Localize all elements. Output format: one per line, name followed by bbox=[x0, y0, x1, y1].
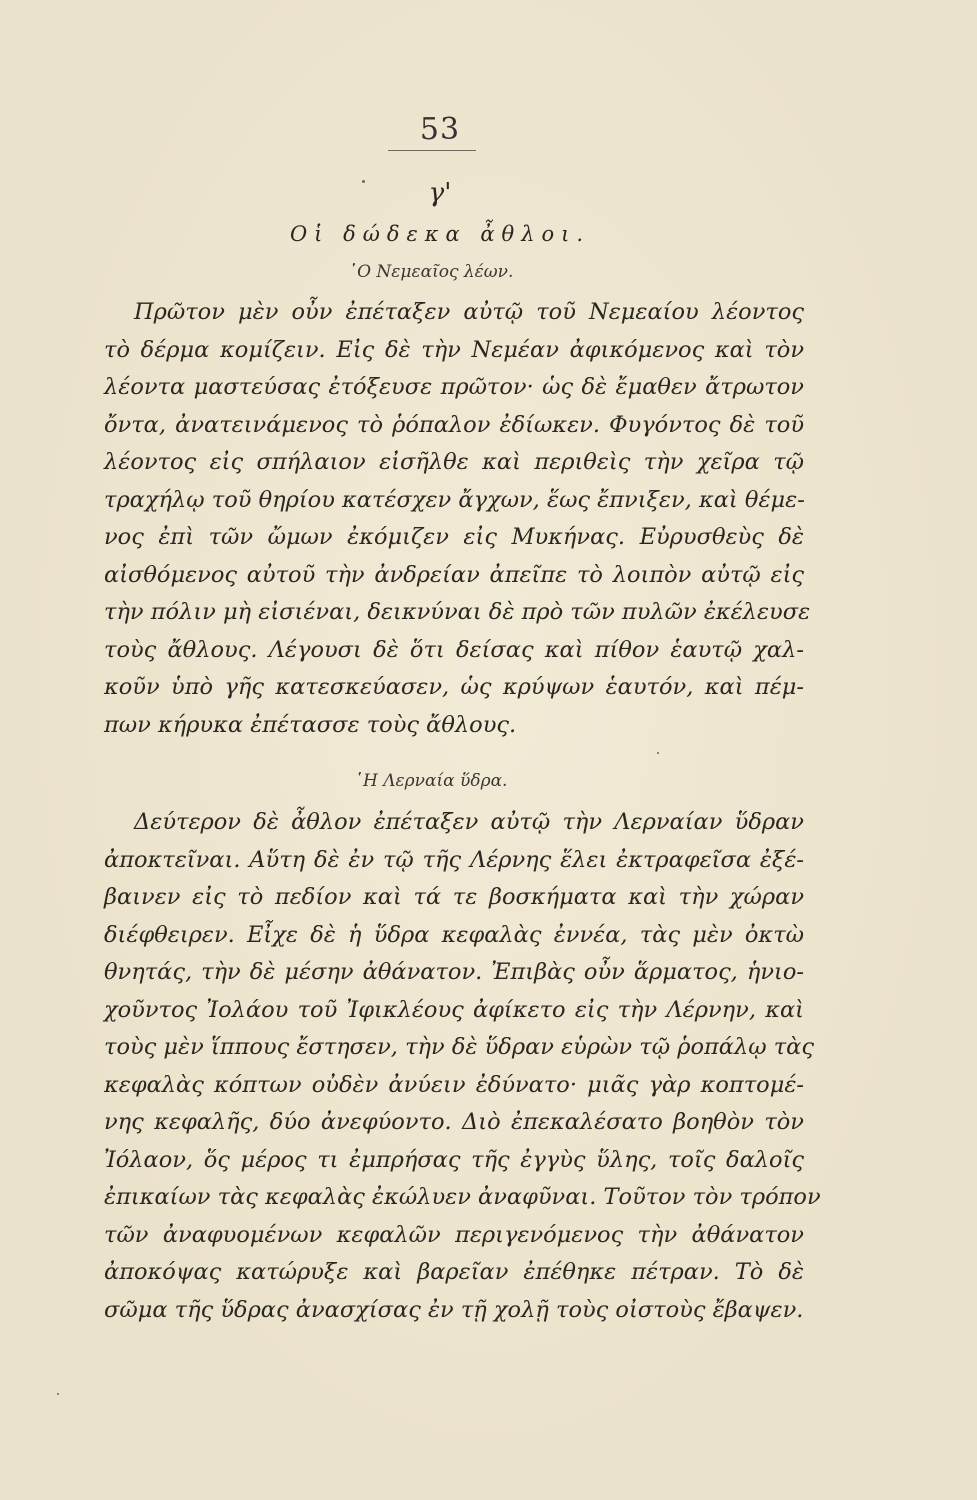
subtitle-nemean-lion: ῾Ο Νεμεαῖος λέων. bbox=[348, 262, 514, 282]
text-line: τοὺς ἄθλους. Λέγουσι δὲ ὅτι δείσας καὶ πίθον ἑαυτῷ χαλ- bbox=[104, 636, 804, 663]
section-numeral: γ' bbox=[428, 178, 452, 208]
text-line: χοῦντος Ἰολάου τοῦ Ἰφικλέους ἀφίκετο εἰς τὴν Λέρνην, καὶ bbox=[104, 996, 804, 1023]
text-line: ὄντα, ἀνατεινάμενος τὸ ῥόπαλον ἐδίωκεν. Φυγόντος δὲ τοῦ bbox=[104, 411, 804, 438]
text-line: πων κήρυκα ἐπέτασσε τοὺς ἄθλους. bbox=[104, 711, 517, 738]
text-line: αἰσθόμενος αὐτοῦ τὴν ἀνδρείαν ἀπεῖπε τὸ λοιπὸν αὐτῷ εἰς bbox=[104, 561, 804, 588]
text-line: Πρῶτον μὲν οὖν ἐπέταξεν αὐτῷ τοῦ Νεμεαίου λέοντος bbox=[134, 299, 804, 325]
text-line: λέοντα μαστεύσας ἐτόξευσε πρῶτον· ὡς δὲ ἔμαθεν ἄτρωτον bbox=[104, 374, 804, 400]
text-line: κεφαλὰς κόπτων οὐδὲν ἀνύειν ἐδύνατο· μιᾶς γὰρ κοπτομέ- bbox=[104, 1071, 804, 1098]
text-line: Ἰόλαον, ὅς μέρος τι ἐμπρήσας τῆς ἐγγὺς ὕλης, τοῖς δαλοῖς bbox=[104, 1146, 804, 1173]
text-line: βαινεν εἰς τὸ πεδίον καὶ τά τε βοσκήματα καὶ τὴν χώραν bbox=[104, 884, 804, 910]
text-line: λέοντος εἰς σπήλαιον εἰσῆλθε καὶ περιθεὶς τὴν χεῖρα τῷ bbox=[104, 449, 804, 475]
text-line: ἀποκόψας κατώρυξε καὶ βαρεῖαν ἐπέθηκε πέτραν. Τὸ δὲ bbox=[104, 1259, 804, 1285]
text-line: ἀποκτεῖναι. Αὕτη δὲ ἐν τῷ τῆς Λέρνης ἕλει ἐκτραφεῖσα ἐξέ- bbox=[104, 846, 804, 873]
text-line: κοῦν ὑπὸ γῆς κατεσκεύασεν, ὡς κρύψων ἑαυτόν, καὶ πέμ- bbox=[104, 674, 804, 700]
text-line: διέφθειρεν. Εἶχε δὲ ἡ ὕδρα κεφαλὰς ἐννέα, τὰς μὲν ὀκτὼ bbox=[104, 921, 804, 948]
paper-speck bbox=[57, 1393, 59, 1395]
text-line: νης κεφαλῆς, δύο ἀνεφύοντο. Διὸ ἐπεκαλέσατο βοηθὸν τὸν bbox=[104, 1109, 804, 1135]
text-line: σῶμα τῆς ὕδρας ἀνασχίσας ἐν τῇ χολῇ τοὺς οἰστοὺς ἔβαψεν. bbox=[104, 1296, 804, 1323]
text-line: τὴν πόλιν μὴ εἰσιέναι, δεικνύναι δὲ πρὸ τῶν πυλῶν ἐκέλευσε bbox=[104, 599, 811, 625]
paragraph-lernaean-hydra bbox=[104, 804, 821, 1329]
paper-speck bbox=[657, 752, 659, 754]
paragraph-nemean-lion bbox=[104, 294, 811, 744]
chapter-title: Οἱ δώδεκα ἆθλοι. bbox=[289, 222, 591, 246]
paper-speck bbox=[362, 180, 365, 183]
text-line: θνητάς, τὴν δὲ μέσην ἀθάνατον. Ἐπιβὰς οὖν ἅρματος, ἡνιο- bbox=[104, 959, 804, 985]
text-line: τοὺς μὲν ἵππους ἔστησεν, τὴν δὲ ὕδραν εὑρὼν τῷ ῥοπάλῳ τὰς bbox=[104, 1034, 814, 1060]
text-line: τὸ δέρμα κομίζειν. Εἰς δὲ τὴν Νεμέαν ἀφικόμενος καὶ τὸν bbox=[104, 336, 804, 363]
text-line: Δεύτερον δὲ ἆθλον ἐπέταξεν αὐτῷ τὴν Λερναίαν ὕδραν bbox=[134, 809, 804, 835]
header-rule bbox=[388, 150, 476, 151]
text-line: τῶν ἀναφυομένων κεφαλῶν περιγενόμενος τὴν ἀθάνατον bbox=[104, 1221, 804, 1248]
subtitle-lernaean-hydra: ῾Η Λερναία ὕδρα. bbox=[354, 771, 508, 791]
text-line: τραχήλῳ τοῦ θηρίου κατέσχεν ἄγχων, ἕως ἔπνιξεν, καὶ θέμε- bbox=[104, 486, 805, 513]
page-number: 53 bbox=[419, 112, 461, 147]
text-line: ἐπικαίων τὰς κεφαλὰς ἐκώλυεν ἀναφῦναι. Τοῦτον τὸν τρόπον bbox=[104, 1184, 821, 1210]
text-line: νος ἐπὶ τῶν ὤμων ἐκόμιζεν εἰς Μυκήνας. Εὐρυσθεὺς δὲ bbox=[104, 524, 804, 550]
